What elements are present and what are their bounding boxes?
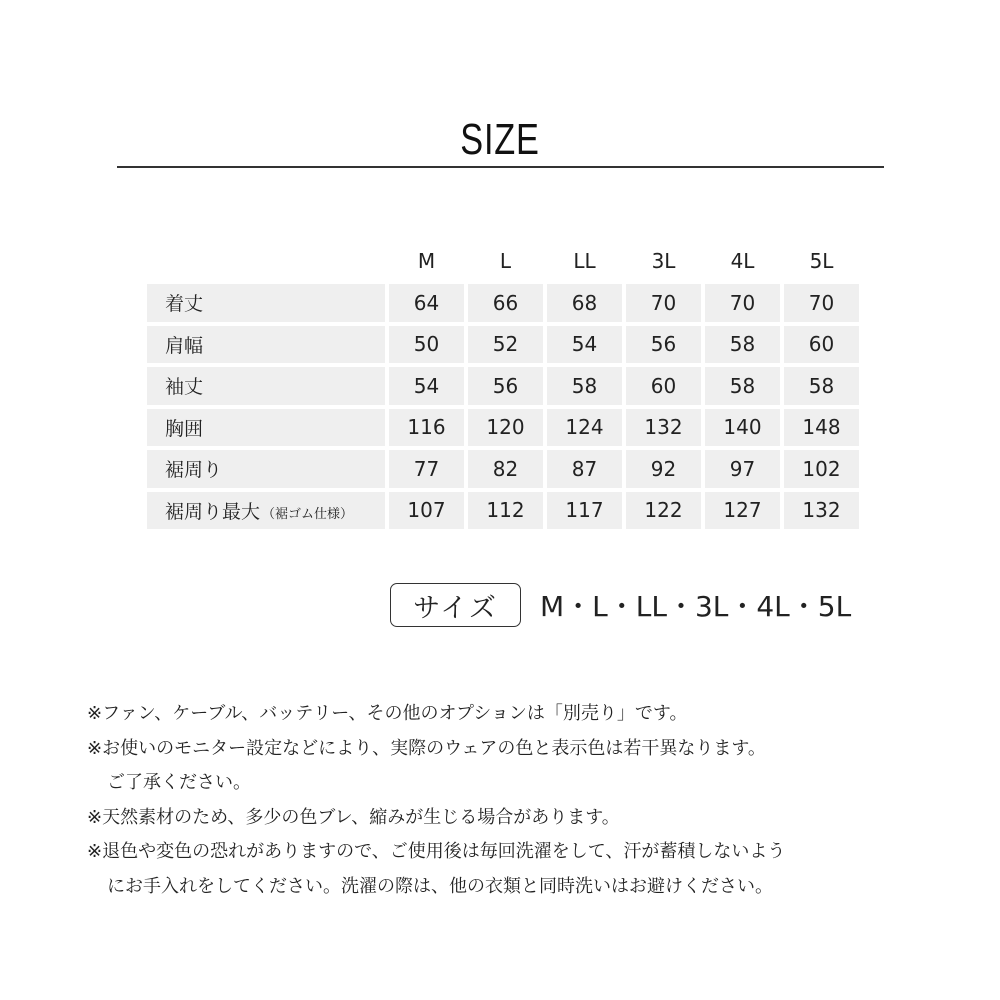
note-line: にお手入れをしてください。洗濯の際は、他の衣類と同時洗いはお避けください。 <box>107 875 773 897</box>
table-cell: 50 <box>389 326 464 364</box>
table-cell: 87 <box>547 450 622 488</box>
table-row <box>147 492 859 530</box>
table-cell: 54 <box>547 326 622 364</box>
table-cell: 132 <box>784 492 859 530</box>
table-row <box>147 450 859 488</box>
table-cell: 140 <box>705 409 780 447</box>
table-row <box>147 367 859 405</box>
table-cell: 102 <box>784 450 859 488</box>
sizes-badge: サイズ <box>390 583 521 627</box>
column-header: LL <box>573 249 596 273</box>
note-line: ※天然素材のため、多少の色ブレ、縮みが生じる場合があります。 <box>87 806 620 828</box>
table-cell: 70 <box>784 284 859 322</box>
row-label: 裾周り <box>147 450 385 488</box>
table-cell: 107 <box>389 492 464 530</box>
header-blank <box>147 242 385 280</box>
row-label: 着丈 <box>147 284 385 322</box>
table-cell: 58 <box>705 367 780 405</box>
notes <box>87 697 967 904</box>
column-header: M <box>417 249 436 273</box>
table-cell: 52 <box>468 326 543 364</box>
column-header: 4L <box>730 249 755 273</box>
table-header-row <box>147 242 859 280</box>
table-cell: 122 <box>626 492 701 530</box>
row-label: 肩幅 <box>147 326 385 364</box>
row-label: 袖丈 <box>147 367 385 405</box>
row-label <box>147 492 385 530</box>
table-cell: 64 <box>389 284 464 322</box>
table-cell: 127 <box>705 492 780 530</box>
table-row <box>147 409 859 447</box>
table-cell: 70 <box>626 284 701 322</box>
table-cell: 120 <box>468 409 543 447</box>
page-title: SIZE <box>460 115 540 164</box>
table-cell: 54 <box>389 367 464 405</box>
table-cell: 124 <box>547 409 622 447</box>
table-cell: 70 <box>705 284 780 322</box>
column-header: 5L <box>809 249 834 273</box>
table-cell: 58 <box>705 326 780 364</box>
table-cell: 148 <box>784 409 859 447</box>
table-row <box>147 326 859 364</box>
table-cell: 60 <box>784 326 859 364</box>
row-label-note: （裾ゴム仕様） <box>262 506 354 522</box>
note-line: ご了承ください。 <box>107 772 251 793</box>
size-table <box>143 238 863 533</box>
table-cell: 132 <box>626 409 701 447</box>
column-header: 3L <box>651 249 676 273</box>
row-label-text: 裾周り最大 <box>165 500 261 523</box>
sizes-list: M・L・LL・3L・4L・5L <box>540 590 852 623</box>
row-label: 胸囲 <box>147 409 385 447</box>
table-cell: 112 <box>468 492 543 530</box>
table-cell: 60 <box>626 367 701 405</box>
note-line: ※ファン、ケーブル、バッテリー、その他のオプションは「別売り」です。 <box>87 703 688 724</box>
note-line: ※退色や変色の恐れがありますので、ご使用後は毎回洗濯をして、汗が蓄積しないよう <box>87 841 786 862</box>
table-cell: 56 <box>626 326 701 364</box>
table-cell: 58 <box>547 367 622 405</box>
table-cell: 97 <box>705 450 780 488</box>
table-cell: 66 <box>468 284 543 322</box>
table-cell: 56 <box>468 367 543 405</box>
title-divider <box>117 166 884 168</box>
column-header: L <box>499 249 512 273</box>
table-cell: 82 <box>468 450 543 488</box>
table-cell: 58 <box>784 367 859 405</box>
available-sizes <box>390 583 851 627</box>
note-line: ※お使いのモニター設定などにより、実際のウェアの色と表示色は若干異なります。 <box>87 737 766 759</box>
table-cell: 117 <box>547 492 622 530</box>
table-row <box>147 284 859 322</box>
table-cell: 116 <box>389 409 464 447</box>
table-cell: 92 <box>626 450 701 488</box>
table-cell: 68 <box>547 284 622 322</box>
table-cell: 77 <box>389 450 464 488</box>
